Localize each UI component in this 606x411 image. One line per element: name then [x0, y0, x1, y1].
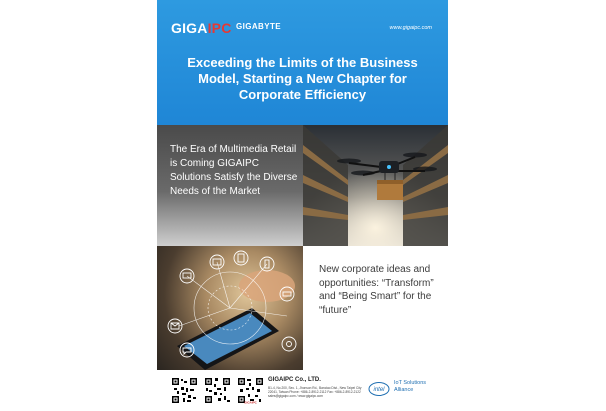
iot-alliance-label: IoT Solutions Alliance — [394, 380, 427, 393]
warehouse-drone-illustration — [303, 125, 448, 246]
warehouse-drone-photo — [303, 125, 448, 246]
qr-code-1[interactable] — [171, 377, 198, 404]
qr-code-2[interactable] — [204, 377, 231, 404]
settings-icon — [282, 337, 296, 351]
website-url[interactable]: www.gigaipc.com — [389, 25, 432, 31]
smartphone-network-photo — [157, 246, 303, 370]
qr-code-3[interactable] — [237, 377, 264, 404]
company-name: GIGAIPC Co., LTD. — [268, 377, 321, 383]
brochure-page — [157, 0, 448, 411]
smartphone-network-illustration — [157, 246, 303, 370]
era-text: The Era of Multimedia Retail is Coming GIGAIPC Solutions Satisfy the Diverse Needs of the Market — [170, 144, 298, 197]
gigaipc-logo — [171, 20, 232, 36]
headline: Exceeding the Limits of the Business Model, Starting a New Chapter for Corporate Efficiency — [187, 55, 418, 102]
ideas-panel — [303, 246, 448, 370]
company-address: B1-4, No.200, Sec. 1, Jhonson Rd., Banciao Dist., New Taipei City 22041, Taiwan Phone: +886-2-8912-2112 Fax: +886-2-8912-2122 sales@gigaipc.com / www.gigaipc.com — [268, 386, 362, 399]
header-banner — [157, 0, 448, 125]
svg-text:intel: intel — [373, 387, 385, 393]
era-panel — [157, 125, 303, 246]
ideas-text: New corporate ideas and opportunities: “Transform” and “Being Smart” for the “future” — [319, 264, 434, 316]
gigabyte-logo: GIGABYTE — [236, 22, 281, 31]
footer — [157, 370, 448, 411]
logo-ipc-part: IPC — [207, 20, 232, 36]
tablet-icon — [234, 251, 248, 265]
logo-giga-part: GIGA — [171, 20, 208, 36]
intel-logo — [368, 381, 390, 397]
qr-brand-label: GIGAIPC — [244, 400, 257, 404]
